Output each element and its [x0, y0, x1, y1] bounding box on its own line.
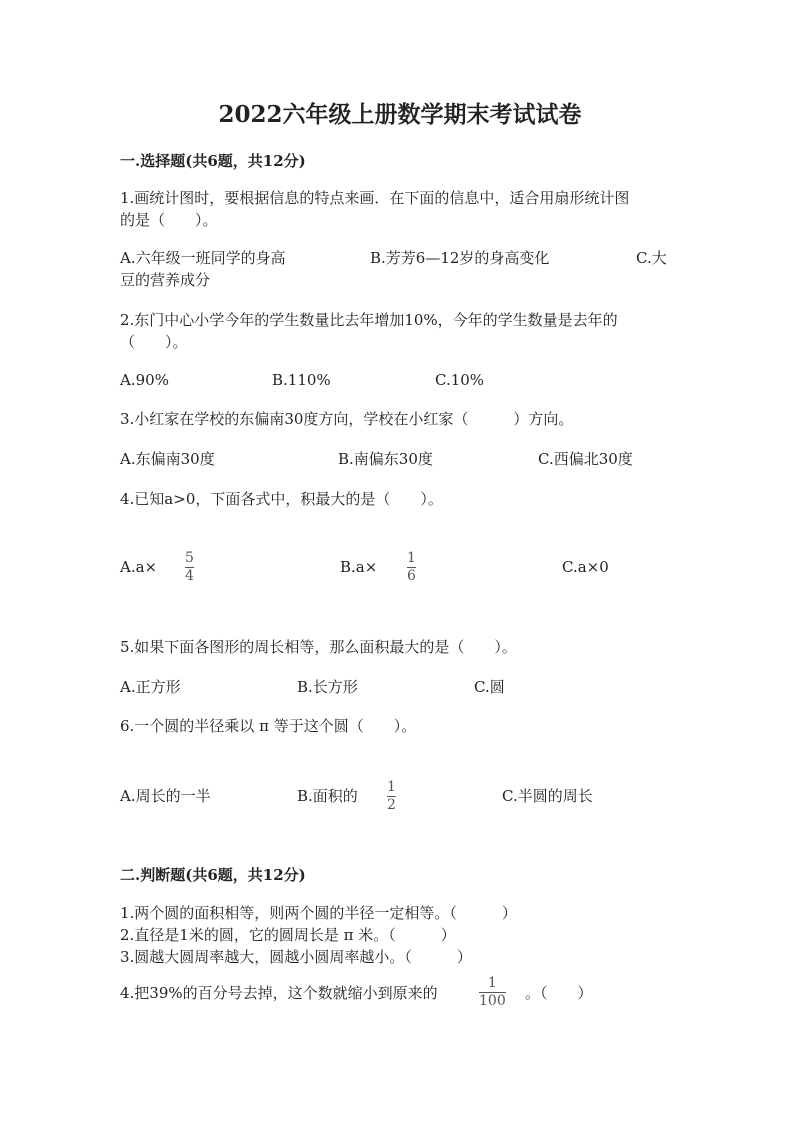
question-2-line1: 2.东门中心小学今年的学生数量比去年增加10%，今年的学生数量是去年的 [120, 311, 618, 329]
question-6-option-c: C.半圆的周长 [502, 787, 593, 805]
question-4-option-a: A.a× [120, 558, 158, 576]
judgement-question-4-fraction [479, 976, 506, 1009]
judgement-question-2: 2.直径是1米的圆，它的圆周长是 π 米。（ ） [120, 926, 456, 944]
question-5-option-a: A.正方形 [120, 678, 181, 696]
question-3-option-c: C.西偏北30度 [538, 450, 633, 468]
fraction-denominator: 100 [479, 993, 506, 1009]
question-1-option-a: A.六年级一班同学的身高 [120, 249, 286, 267]
judgement-question-4-tail: 。（ ） [525, 984, 593, 1002]
fraction-numerator: 5 [185, 550, 194, 566]
question-3-option-a: A.东偏南30度 [120, 450, 215, 468]
question-5-option-b: B.长方形 [297, 678, 358, 696]
question-2-option-a: A.90% [120, 371, 169, 389]
judgement-question-1: 1.两个圆的面积相等，则两个圆的半径一定相等。（ ） [120, 904, 517, 922]
question-2-line2: （ ）。 [120, 333, 188, 351]
judgement-question-3: 3.圆越大圆周率越大，圆越小圆周率越小。（ ） [120, 948, 472, 966]
question-4-option-b: B.a× [340, 558, 378, 576]
question-1-line2: 的是（ ）。 [120, 211, 218, 229]
question-6-option-b-fraction [387, 780, 396, 813]
question-6-option-b: B.面积的 [297, 787, 358, 805]
judgement-question-4: 4.把39%的百分号去掉，这个数就缩小到原来的 [120, 984, 438, 1002]
question-4-option-a-fraction [185, 551, 194, 584]
page-title: 2022六年级上册数学期末考试试卷 [218, 101, 582, 128]
question-3-option-b: B.南偏东30度 [338, 450, 433, 468]
fraction-numerator: 1 [387, 779, 396, 795]
section-heading-judgement: 二.判断题(共6题，共12分) [120, 866, 306, 884]
fraction-denominator: 6 [407, 568, 416, 584]
fraction-numerator: 1 [407, 550, 416, 566]
question-4-option-b-fraction [407, 551, 416, 584]
question-5-option-c: C.圆 [474, 678, 505, 696]
question-4-line1: 4.已知a>0，下面各式中，积最大的是（ ）。 [120, 490, 443, 508]
fraction-denominator: 2 [387, 797, 396, 813]
question-2-option-c: C.10% [435, 371, 485, 389]
question-1-option-c: C.大 [636, 249, 667, 267]
question-1-line1: 1.画统计图时，要根据信息的特点来画．在下面的信息中，适合用扇形统计图 [120, 189, 630, 207]
question-6-line1: 6.一个圆的半径乘以 π 等于这个圆（ ）。 [120, 717, 417, 735]
question-4-option-c: C.a×0 [562, 558, 609, 576]
section-heading-choice: 一.选择题(共6题，共12分) [120, 152, 306, 170]
question-5-line1: 5.如果下面各图形的周长相等，那么面积最大的是（ ）。 [120, 638, 517, 656]
question-1-option-b: B.芳芳6—12岁的身高变化 [370, 249, 550, 267]
fraction-numerator: 1 [487, 975, 497, 991]
question-6-option-a: A.周长的一半 [120, 787, 211, 805]
question-3-line1: 3.小红家在学校的东偏南30度方向，学校在小红家（ ）方向。 [120, 410, 574, 428]
question-1-option-c-cont: 豆的营养成分 [120, 271, 211, 289]
fraction-denominator: 4 [185, 568, 194, 584]
question-2-option-b: B.110% [272, 371, 331, 389]
